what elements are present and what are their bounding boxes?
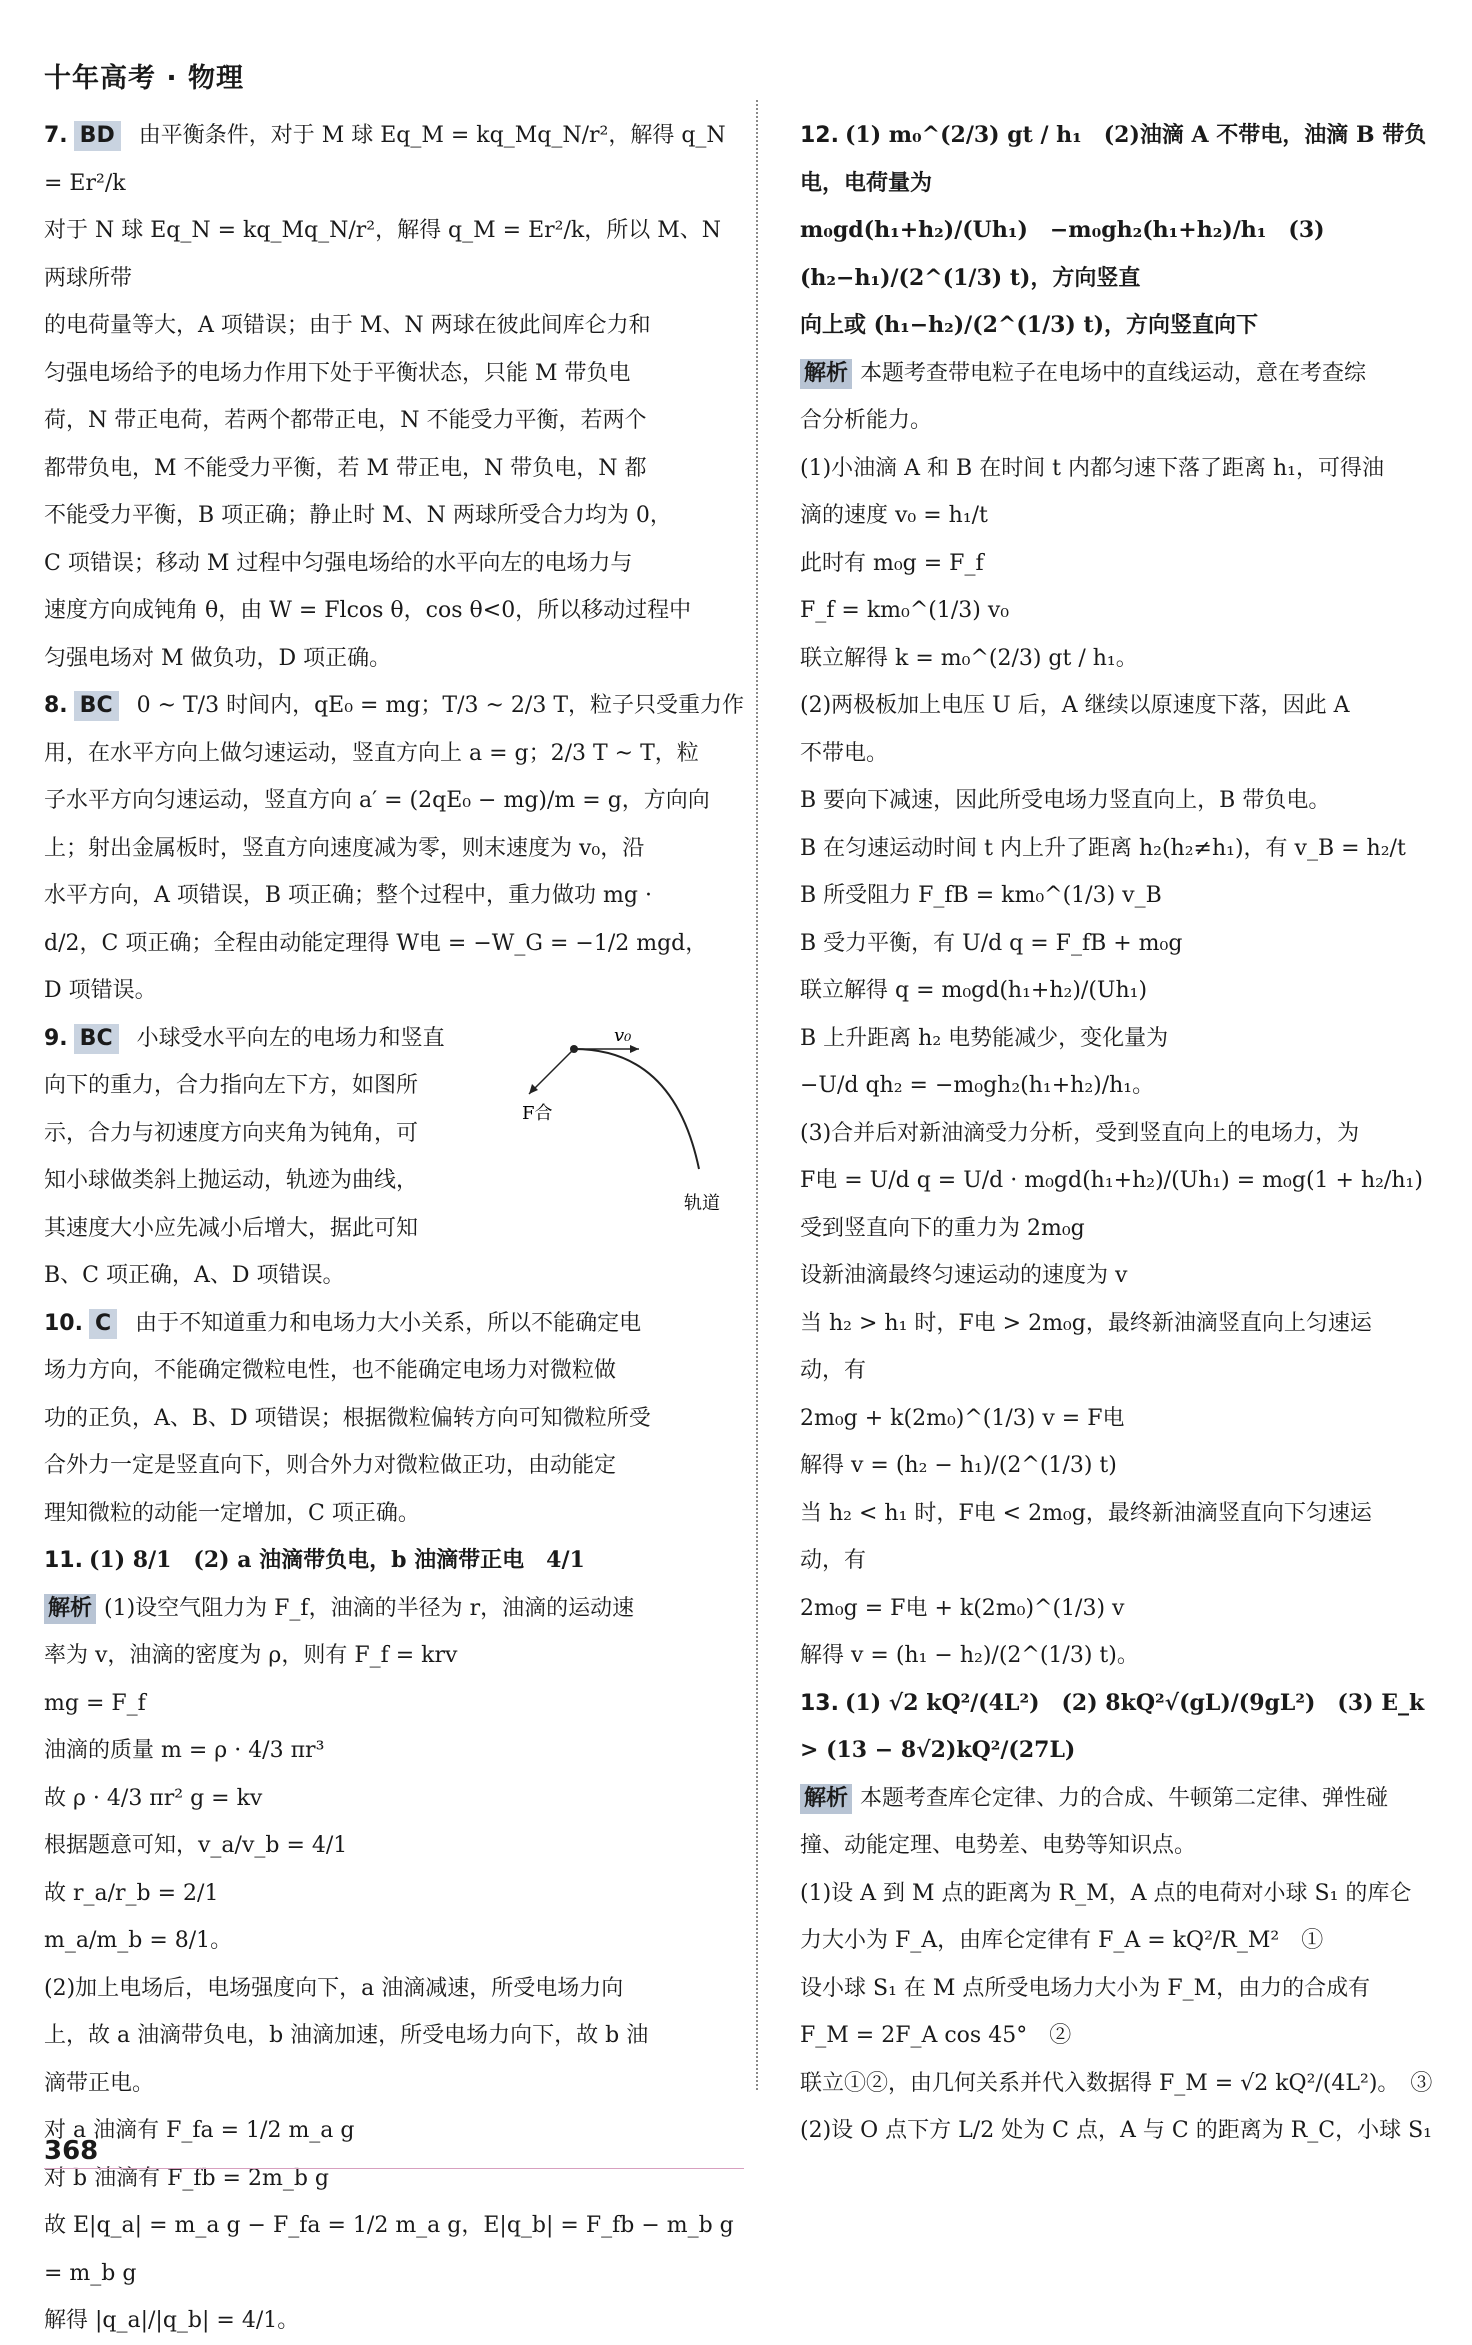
analysis-line [800,350,1440,398]
line-text: 本题考查库仑定律、力的合成、牛顿第二定律、弹性碰 [860,1785,1389,1811]
line-text: 故 r_a/r_b = 2/1 [44,1880,219,1906]
question-number: 13. [800,1690,839,1716]
trajectory-svg [514,1019,744,1219]
line-text: (2)两极板加上电压 U 后，A 继续以原速度下落，因此 A [800,693,1350,718]
line-text: 故 ρ · 4/3 πr² g = kv [44,1785,263,1811]
right-column [800,112,1440,2155]
line-text: 示，合力与初速度方向夹角为钝角，可 [44,1120,419,1146]
v0-arrowhead [630,1045,639,1053]
force-label: F合 [522,1102,553,1124]
question-block [44,1300,744,1538]
line-text: 动，有 [800,1548,867,1573]
line-text: (2)设 O 点下方 L/2 处为 C 点，A 与 C 的距离为 R_C，小球 S₁ [800,2118,1432,2143]
answer-text: 向上或 (h₁−h₂)/(2^(1/3) t)，方向竖直向下 [800,312,1259,338]
line-text: F电 = U/d q = U/d · m₀gd(h₁+h₂)/(Uh₁) = m₀g(1 + h₂/h₁) [800,1168,1423,1193]
line-text: 滴的速度 v₀ = h₁/t [800,503,988,528]
question-number: 10. [44,1310,83,1336]
answer-text: (1) √2 kQ²/(4L²) (2) 8kQ²√(gL)/(9gL²) (3) E_k > (13 − 8√2)kQ²/(27L) [800,1689,1425,1763]
answer-lines [800,112,1440,350]
line-text: 0 ~ T/3 时间内，qE₀ = mg；T/3 ~ 2/3 T，粒子只受重力作 [136,693,744,718]
line-text: 不带电。 [800,740,889,766]
line-text: 对 b 油滴有 F_fb = 2m_b g [44,2165,329,2191]
line-text: 知小球做类斜上抛运动，轨迹为曲线， [44,1168,419,1193]
line-text: 用，在水平方向上做匀速运动，竖直方向上 a = g；2/3 T ~ T，粒 [44,740,699,766]
line-text: 功的正负，A、B、D 项错误；根据微粒偏转方向可知微粒所受 [44,1405,651,1431]
question-number: 7. [44,123,68,148]
column-divider [756,100,758,2090]
line-text: 由平衡条件，对于 M 球 Eq_M = kq_Mq_N/r²，解得 q_N = Er²/k [44,123,726,196]
track-label: 轨道 [684,1192,720,1214]
line-text: (2)加上电场后，电场强度向下，a 油滴减速，所受电场力向 [44,1975,624,2001]
trajectory-curve [574,1049,699,1169]
line-text: 小球受水平向左的电场力和竖直 [136,1025,445,1051]
question-block [800,112,1440,1680]
line-text: 匀强电场给予的电场力作用下处于平衡状态，只能 M 带负电 [44,360,631,386]
line-text: 滴带正电。 [44,2070,155,2096]
line-text: m_a/m_b = 8/1。 [44,1928,233,1953]
page-number: 368 [44,2136,99,2166]
line-text: 2m₀g + k(2m₀)^(1/3) v = F电 [800,1405,1125,1431]
line-text: 匀强电场对 M 做负功，D 项正确。 [44,645,392,671]
line-text: B 上升距离 h₂ 电势能减少，变化量为 [800,1025,1169,1051]
line-text: 力大小为 F_A，由库仑定律有 F_A = kQ²/R_M² ① [800,1928,1324,1953]
answer-badge: BC [74,1024,119,1054]
line-text: C 项错误；移动 M 过程中匀强电场给的水平向左的电场力与 [44,550,633,576]
answer-lines [44,1537,744,1585]
analysis-tag: 解析 [800,1784,852,1814]
line-text: 荷，N 带正电荷，若两个都带正电，N 不能受力平衡，若两个 [44,408,647,433]
line-text: 理知微粒的动能一定增加，C 项正确。 [44,1500,420,1526]
line-text: 油滴的质量 m = ρ · 4/3 πr³ [44,1738,325,1763]
question-line [44,682,744,730]
answer-text: m₀gd(h₁+h₂)/(Uh₁) −m₀gh₂(h₁+h₂)/h₁ (3) (h₂−h₁)/(2^(1/3) t)，方向竖直 [800,217,1325,291]
line-text: d/2，C 项正确；全程由动能定理得 W电 = −W_G = −1/2 mgd， [44,930,708,956]
line-text: F_M = 2F_A cos 45° ② [800,2023,1072,2048]
answer-badge: BC [74,691,119,721]
question-block [44,1537,744,2345]
line-text: 速度方向成钝角 θ，由 W = Flcos θ，cos θ<0，所以移动过程中 [44,598,692,623]
line-text: 解得 |q_a|/|q_b| = 4/1。 [44,2308,300,2333]
line-text: 当 h₂ < h₁ 时，F电 < 2m₀g，最终新油滴竖直向下匀速运 [800,1500,1372,1526]
line-text: 解得 v = (h₂ − h₁)/(2^(1/3) t) [800,1453,1117,1478]
question-number: 9. [44,1025,68,1051]
line-text: 根据题意可知，v_a/v_b = 4/1 [44,1833,348,1858]
analysis-line [800,1775,1440,1823]
line-text: 对于 N 球 Eq_N = kq_Mq_N/r²，解得 q_M = Er²/k，所以 M、N 两球所带 [44,218,721,291]
line-text: 合分析能力。 [800,408,933,433]
answer-badge: BD [74,121,121,151]
line-text: mg = F_f [44,1690,146,1716]
line-text: 2m₀g = F电 + k(2m₀)^(1/3) v [800,1595,1125,1621]
analysis-tag: 解析 [800,359,852,389]
line-text: 动，有 [800,1358,867,1383]
answer-line [800,207,1440,302]
line-text: 此时有 m₀g = F_f [800,550,984,576]
page-header: 十年高考 · 物理 [44,63,245,94]
answer-line [44,1537,744,1585]
line-text: 向下的重力，合力指向左下方，如图所 [44,1073,419,1098]
footer-rule [44,2168,744,2169]
question-number: 8. [44,693,68,718]
left-column [44,112,744,2345]
answer-badge: C [89,1309,117,1339]
line-text: (1)设空气阻力为 F_f，油滴的半径为 r，油滴的运动速 [104,1595,635,1621]
question-line [44,112,744,207]
line-text: (1)小油滴 A 和 B 在时间 t 内都匀速下落了距离 h₁，可得油 [800,455,1385,481]
answer-text: (1) m₀^(2/3) gt / h₁ (2)油滴 A 不带电，油滴 B 带负电，电荷量为 [800,122,1427,196]
line-text: 场力方向，不能确定微粒电性，也不能确定电场力对微粒做 [44,1358,617,1383]
line-text: 本题考查带电粒子在电场中的直线运动，意在考查综 [860,360,1367,386]
line-text: 都带负电，M 不能受力平衡，若 M 带正电，N 带负电，N 都 [44,455,647,481]
line-text: 对 a 油滴有 F_fa = 1/2 m_a g [44,2118,355,2143]
line-text: B 要向下减速，因此所受电场力竖直向上，B 带负电。 [800,788,1331,813]
question-number: 11. [44,1548,83,1573]
line-text: 联立解得 q = m₀gd(h₁+h₂)/(Uh₁) [800,978,1148,1003]
question-block [800,1680,1440,2155]
line-text: 水平方向，A 项错误，B 项正确；整个过程中，重力做功 mg · [44,883,652,908]
line-text: B 在匀速运动时间 t 内上升了距离 h₂(h₂≠h₁)，有 v_B = h₂/t [800,835,1406,861]
line-text: 率为 v，油滴的密度为 ρ，则有 F_f = krv [44,1643,458,1668]
line-text: 联立解得 k = m₀^(2/3) gt / h₁。 [800,645,1138,671]
line-text: 当 h₂ > h₁ 时，F电 > 2m₀g，最终新油滴竖直向上匀速运 [800,1310,1372,1336]
line-text: B、C 项正确，A、D 项错误。 [44,1263,345,1288]
line-text: 由于不知道重力和电场力大小关系，所以不能确定电 [135,1310,642,1336]
trajectory-diagram [514,1019,744,1219]
line-text: 合外力一定是竖直向下，则合外力对微粒做正功，由动能定 [44,1453,617,1478]
line-text: 设小球 S₁ 在 M 点所受电场力大小为 F_M，由力的合成有 [800,1975,1371,2001]
line-text: B 所受阻力 F_fB = km₀^(1/3) v_B [800,883,1162,908]
line-text: 的电荷量等大，A 项错误；由于 M、N 两球在彼此间库仑力和 [44,313,651,338]
line-text: 不能受力平衡，B 项正确；静止时 M、N 两球所受合力均为 0， [44,503,672,528]
line-text: B 受力平衡，有 U/d q = F_fB + m₀g [800,930,1183,956]
line-text: (3)合并后对新油滴受力分析，受到竖直向上的电场力，为 [800,1120,1360,1146]
question-line [44,1300,744,1348]
line-text: −U/d qh₂ = −m₀gh₂(h₁+h₂)/h₁。 [800,1073,1155,1098]
line-text: 撞、动能定理、电势差、电势等知识点。 [800,1833,1197,1858]
line-text: (1)设 A 到 M 点的距离为 R_M，A 点的电荷对小球 S₁ 的库仑 [800,1880,1412,1906]
question-number: 12. [800,123,839,148]
line-text: 故 E|q_a| = m_a g − F_fa = 1/2 m_a g，E|q_b| = F_fb − m_b g = m_b g [44,2213,734,2286]
answer-line [800,1680,1440,1775]
analysis-line [44,1585,744,1633]
answer-line [800,302,1440,350]
line-text: 联立①②，由几何关系并代入数据得 F_M = √2 kQ²/(4L²)。 ③ [800,2070,1433,2096]
answer-lines [800,1680,1440,1775]
question-block [44,112,744,682]
question-block [44,682,744,1015]
question-block [44,1015,744,1300]
line-text: 解得 v = (h₁ − h₂)/(2^(1/3) t)。 [800,1643,1139,1668]
answer-line [800,112,1440,207]
line-text: 其速度大小应先减小后增大，据此可知 [44,1215,419,1241]
line-text: 子水平方向匀速运动，竖直方向 a′ = (2qE₀ − mg)/m = g，方向向 [44,788,710,813]
line-text: 上，故 a 油滴带负电，b 油滴加速，所受电场力向下，故 b 油 [44,2023,649,2048]
line-text: 设新油滴最终匀速运动的速度为 v [800,1263,1128,1288]
line-text: D 项错误。 [44,978,157,1003]
v0-label: v₀ [614,1024,632,1046]
answer-text: (1) 8/1 (2) a 油滴带负电，b 油滴带正电 4/1 [88,1547,585,1573]
line-text: 上；射出金属板时，竖直方向速度减为零，则末速度为 v₀，沿 [44,835,645,861]
analysis-tag: 解析 [44,1594,96,1624]
force-arrow [529,1049,574,1094]
line-text: F_f = km₀^(1/3) v₀ [800,598,1010,623]
line-text: 受到竖直向下的重力为 2m₀g [800,1215,1085,1241]
